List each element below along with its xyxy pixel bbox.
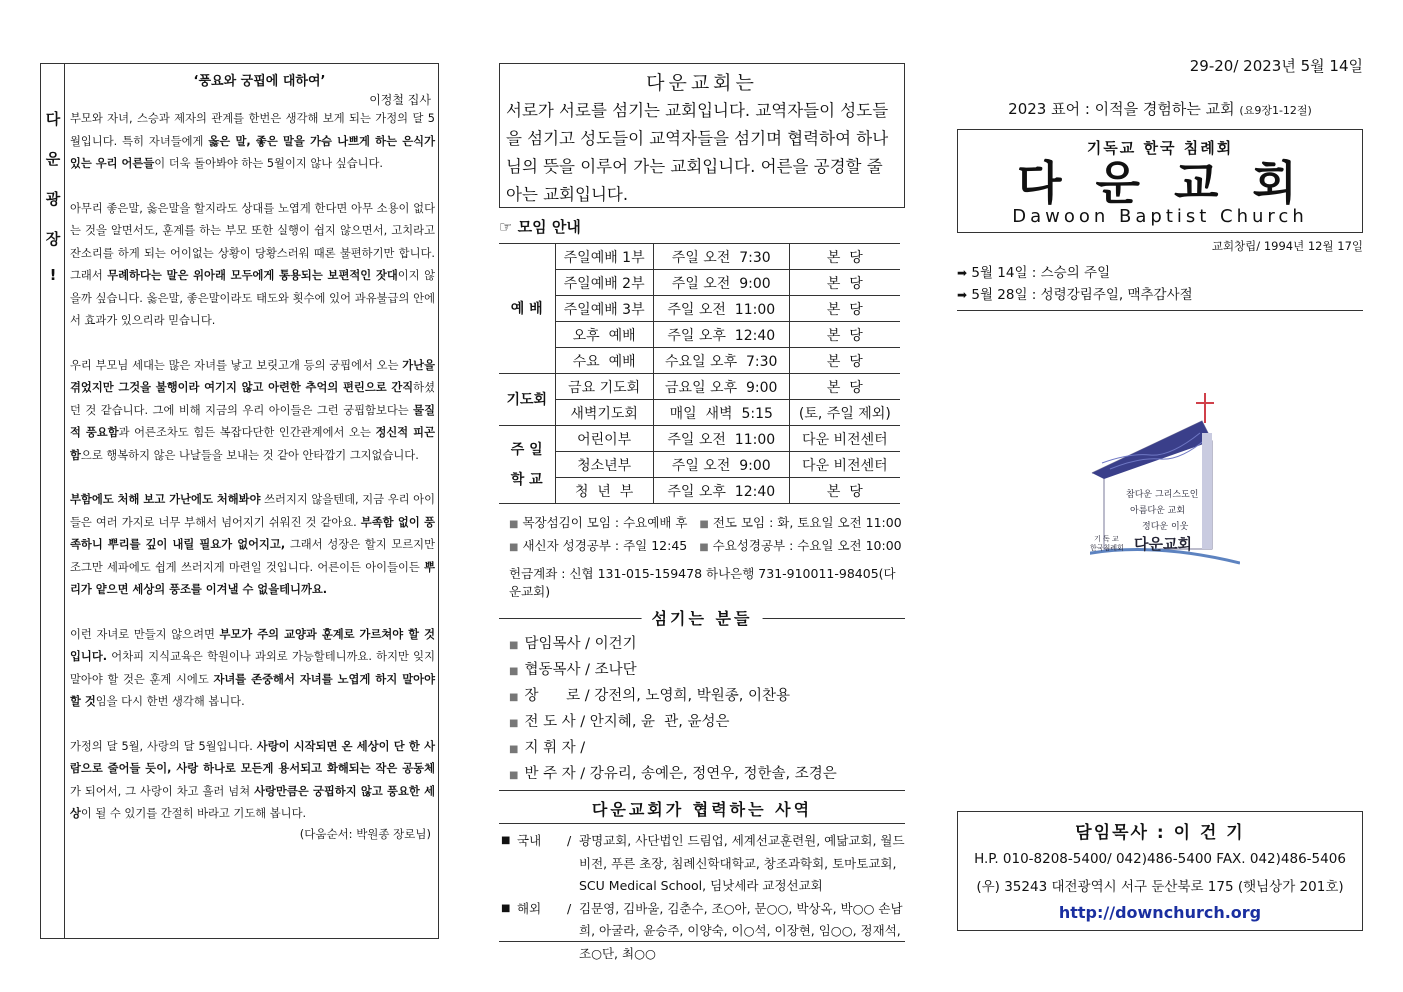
- event-list: [957, 262, 1363, 311]
- partner-row: ■ 해외 / 김문영, 김바울, 김춘수, 조○아, 문○○, 박상옥, 박○○ 손남희, 아굴라, 윤승주, 이양숙, 이○석, 이장현, 임○○, 정재석, 조○단, 최○○: [499, 898, 905, 966]
- schedule-time: 주일 오전 7:30: [653, 244, 789, 270]
- staff-item: ■ 담임목사 / 이건기: [509, 636, 637, 652]
- address-line: (우) 35243 대전광역시 서구 둔산북로 175 (햇님상가 201호): [976, 879, 1344, 895]
- side-char: 운: [45, 150, 61, 168]
- side-label: [41, 64, 65, 938]
- essay-paragraph: 이런 자녀로 만들지 않으려면 부모가 주의 교양과 훈계로 가르쳐야 할 것입니다. 어차피 지식교육은 학원이나 과외로 가능할테니까요. 하지만 잊지 말아야 할 것은 훈계 시에도 자녀를 존중해서 자녀를 노엽게 하지 말아야 할 것임을 다시 한번 생각해 봅니다.: [70, 627, 435, 708]
- phone-line: H.P. 010-8208-5400/ 042)486-5400 FAX. 042)486-5406: [974, 851, 1346, 867]
- side-char: 장: [45, 230, 61, 248]
- schedule-time: 주일 오전 11:00: [653, 296, 789, 322]
- partner-heading: 다운교회가 협력하는 사역: [591, 800, 813, 819]
- intro-title: 다운교회는: [646, 72, 758, 94]
- meeting-heading: ☞ 모임 안내: [499, 218, 581, 236]
- schedule-name: 청 년 부: [555, 478, 653, 504]
- schedule-name: 청소년부: [555, 452, 653, 478]
- square-bullet-icon: ■: [509, 640, 519, 651]
- essay-title: ‘풍요와 궁핍에 대하여’: [193, 74, 326, 89]
- schedule-place: 본 당: [789, 348, 900, 374]
- schedule-time: 주일 오후 12:40: [653, 478, 789, 504]
- essay-paragraph: 부모와 자녀, 스승과 제자의 관계를 한번은 생각해 보게 되는 가정의 달 5월입니다. 특히 자녀들에게 옳은 말, 좋은 말을 가슴 나쁘게 하는 은식가 있는 우리 어른들이 더욱 돌아봐야 하는 5월이지 않나 싶습니다.: [70, 112, 436, 170]
- schedule-category: 주 일 학 교: [499, 426, 555, 504]
- church-english-name: Dawoon Baptist Church: [1012, 206, 1308, 227]
- side-char: 광: [45, 190, 61, 208]
- schedule-time: 주일 오후 12:40: [653, 322, 789, 348]
- founded-date: 교회창립/ 1994년 12월 17일: [1211, 239, 1363, 253]
- cover-column: [957, 55, 1363, 922]
- essay-paragraph: 가정의 달 5월, 사랑의 달 5월입니다. 사랑이 시작되면 온 세상이 단 한 사람으로 줄어들 듯이, 사랑 하나로 모든게 용서되고 화해되는 작은 공동체가 되어서, 그 사랑이 차고 흘러 넘쳐 사랑만큼은 궁핍하지 않고 풍요한 세상이 될 수 있기를 간절히 바라고 기도해 봅니다.: [70, 739, 435, 820]
- motto: 2023 표어 : 이적을 경험하는 교회 (요9장1-12절): [1008, 100, 1312, 118]
- schedule-row: [499, 244, 900, 270]
- logo-line: 참다운 그리스도인: [1126, 490, 1199, 500]
- schedule-place: 다운 비전센터: [789, 426, 900, 452]
- schedule-row: [499, 296, 900, 322]
- partner-kind: 해외: [517, 900, 542, 916]
- schedule-place: 본 당: [789, 374, 900, 400]
- essay-panel: [40, 63, 439, 939]
- staff-item: ■ 장 로 / 강전의, 노영희, 박원종, 이찬용: [509, 688, 790, 704]
- issue-number: 29-20/ 2023년 5월 14일: [1189, 57, 1363, 75]
- staff-heading: 섬기는 분들: [642, 606, 763, 629]
- notice-row: [509, 512, 905, 535]
- schedule-row: [499, 452, 900, 478]
- partner-body: 김문영, 김바울, 김춘수, 조○아, 문○○, 박상옥, 박○○ 손남희, 아굴라, 윤승주, 이양숙, 이○석, 이장현, 임○○, 정재석, 조○단, 최○○: [579, 900, 903, 961]
- schedule-row: [499, 400, 900, 426]
- notice-item: 목장섬김이 모임 : 수요예배 후: [522, 515, 688, 530]
- motto-reference: (요9장1-12절): [1239, 104, 1312, 117]
- essay: [70, 70, 435, 842]
- schedule-category: 예 배: [499, 244, 555, 374]
- essay-signature: (다움순서: 박원종 장로님): [299, 826, 431, 841]
- svg-text:기 독 교: 기 독 교: [1094, 535, 1119, 543]
- square-bullet-icon: ■: [501, 835, 511, 846]
- square-bullet-icon: ■: [501, 902, 511, 914]
- intro-box: [499, 63, 905, 208]
- contact-box: [957, 811, 1363, 931]
- partner-heading-band: [499, 790, 905, 824]
- schedule-name: 주일예배 1부: [555, 244, 653, 270]
- schedule-place: 다운 비전센터: [789, 452, 900, 478]
- staff-item: ■ 반 주 자 / 강유리, 송예은, 정연우, 정한솔, 조경은: [509, 766, 837, 782]
- partner-kind: 국내: [517, 833, 542, 848]
- logo-church-name: 다운교회: [1134, 535, 1192, 553]
- square-bullet-icon: ■: [509, 770, 519, 781]
- staff-list: [509, 632, 905, 788]
- square-bullet-icon: ■: [509, 542, 519, 553]
- svg-text:한국침례회: 한국침례회: [1090, 544, 1124, 552]
- notice-item: 전도 모임 : 화, 토요일 오전 11:00: [712, 515, 902, 530]
- schedule-time: 주일 오전 11:00: [653, 426, 789, 452]
- essay-author: 이정철 집사: [369, 93, 431, 107]
- denomination: 기독교 한국 침례회: [1086, 139, 1234, 157]
- partner-body: 광명교회, 사단법인 드림업, 세계선교훈련원, 예닮교회, 월드비전, 푸른 초장, 침례신학대학교, 창조과학회, 토마토교회, SCU Medical School, 딤낫세라 교정선교회: [579, 833, 905, 893]
- essay-paragraph: 부함에도 처해 보고 가난에도 처해봐야 쓰러지지 않을텐데, 지금 우리 아이들은 여러 가지로 너무 부해서 넘어지기 쉬워진 것 같아요. 부족함 없이 풍족하니 뿌리를 깊이 내릴 필요가 없어지고, 그래서 성장은 할지 모르지만 조그만 세파에도 쉽게 쓰러지게 마련일 것입니다. 어른이든 아이들이든 뿌리가 얕으면 세상의 풍조를 이겨낼 수 없을테니까요.: [70, 493, 436, 596]
- schedule-category: 기도회: [499, 374, 555, 426]
- essay-paragraph: 우리 부모님 세대는 많은 자녀를 낳고 보릿고개 등의 궁핍에서 오는 가난을 겪었지만 그것을 불행이라 여기지 않고 아련한 추억의 편린으로 간직하셨던 것 같습니다. 그에 비해 지금의 우리 아이들은 그런 궁핍함보다는 물질적 풍요함과 어른조차도 힘든 복잡다단한 인간관계에서 오는 정신적 피곤함으로 행복하지 않은 나날들을 보내는 것 같아 안타깝기 그지없습니다.: [70, 358, 435, 462]
- schedule-name: 수요 예배: [555, 348, 653, 374]
- pastor-title: 담임목사 : 이 건 기: [1075, 823, 1245, 843]
- square-bullet-icon: ■: [699, 542, 709, 553]
- partner-row: ■ 국내 / 광명교회, 사단법인 드림업, 세계선교훈련원, 예닮교회, 월드비전, 푸른 초장, 침례신학대학교, 창조과학회, 토마토교회, SCU Medical School, 딤낫세라 교정선교회: [499, 830, 905, 898]
- logo-line: 아름다운 교회: [1130, 506, 1186, 516]
- schedule-name: 새벽기도회: [555, 400, 653, 426]
- partner-list: [499, 830, 905, 965]
- essay-paragraph: 아무리 좋은말, 옳은말을 할지라도 상대를 노엽게 한다면 아무 소용이 없다는 것을 알면서도, 훈계를 하는 부모 또한 실행이 쉽지 않으면서, 고치라고 잔소리를 하게 되는 어이없는 상황이 당황스러워 때론 불편하기만 합니다. 그래서 무례하다는 말은 위아래 모두에게 통용되는 보편적인 잣대이지 않을까 싶습니다. 옳은말, 좋은말이라도 태도와 횟수에 있어 과유불급의 안에서 효과가 있으리라 믿습니다.: [70, 201, 435, 327]
- schedule-place: 본 당: [789, 244, 900, 270]
- side-char: !: [49, 266, 57, 284]
- middle-column: [499, 63, 905, 965]
- side-char: 다: [45, 110, 61, 128]
- logo-line: 정다운 이웃: [1142, 522, 1189, 532]
- intro-text: 서로가 서로를 섬기는 교회입니다. 교역자들이 성도들을 섬기고 성도들이 교역자들을 섬기며 협력하여 하나님의 뜻을 이루어 가는 교회입니다. 어른을 공경할 줄 아는 교회입니다.: [506, 101, 889, 204]
- square-bullet-icon: ■: [509, 666, 519, 677]
- schedule-time: 매일 새벽 5:15: [653, 400, 789, 426]
- staff-item: ■ 전 도 사 / 안지혜, 윤 관, 윤성은: [509, 714, 730, 730]
- schedule-name: 오후 예배: [555, 322, 653, 348]
- staff-item: ■ 지 휘 자 /: [509, 740, 586, 756]
- website-link[interactable]: http://downchurch.org: [1058, 903, 1262, 922]
- schedule-place: 본 당: [789, 270, 900, 296]
- schedule-place: 본 당: [789, 478, 900, 504]
- schedule-name: 주일예배 3부: [555, 296, 653, 322]
- notice-list: [509, 512, 905, 558]
- event-item: ➡ 5월 14일 : 스승의 주일: [957, 265, 1111, 281]
- schedule-row: [499, 478, 900, 504]
- schedule-time: 금요일 오후 9:00: [653, 374, 789, 400]
- schedule-row: [499, 348, 900, 374]
- schedule-table: [499, 243, 900, 504]
- notice-item: 수요성경공부 : 수요일 오전 10:00: [712, 538, 902, 553]
- square-bullet-icon: ■: [509, 692, 519, 703]
- event-item: ➡ 5월 28일 : 성령강림주일, 맥추감사절: [957, 287, 1193, 303]
- square-bullet-icon: ■: [699, 519, 709, 530]
- bottom-rule: [499, 941, 905, 942]
- schedule-place: 본 당: [789, 296, 900, 322]
- schedule-row: [499, 374, 900, 400]
- arrow-right-icon: ➡: [957, 266, 968, 280]
- schedule-time: 주일 오전 9:00: [653, 452, 789, 478]
- schedule-name: 주일예배 2부: [555, 270, 653, 296]
- church-name: 다운교회: [1017, 156, 1331, 210]
- arrow-right-icon: ➡: [957, 288, 968, 302]
- schedule-time: 주일 오전 9:00: [653, 270, 789, 296]
- notice-item: 새신자 성경공부 : 주일 12:45: [522, 538, 688, 553]
- schedule-row: [499, 270, 900, 296]
- schedule-row: [499, 322, 900, 348]
- schedule-time: 수요일 오후 7:30: [653, 348, 789, 374]
- schedule-row: [499, 426, 900, 452]
- church-name-box: [957, 129, 1363, 233]
- schedule-name: 금요 기도회: [555, 374, 653, 400]
- notice-row: [509, 535, 905, 558]
- offering-account: 헌금계좌 : 신협 131-015-159478 하나은행 731-910011-98405(다운교회): [509, 566, 896, 599]
- square-bullet-icon: ■: [509, 744, 519, 755]
- staff-item: ■ 협동목사 / 조나단: [509, 662, 637, 678]
- church-logo-icon: [1090, 393, 1240, 573]
- schedule-place: 본 당: [789, 322, 900, 348]
- schedule-place: (토, 주일 제외): [789, 400, 900, 426]
- square-bullet-icon: ■: [509, 519, 519, 530]
- staff-heading-band: [499, 606, 905, 630]
- schedule-name: 어린이부: [555, 426, 653, 452]
- square-bullet-icon: ■: [509, 718, 519, 729]
